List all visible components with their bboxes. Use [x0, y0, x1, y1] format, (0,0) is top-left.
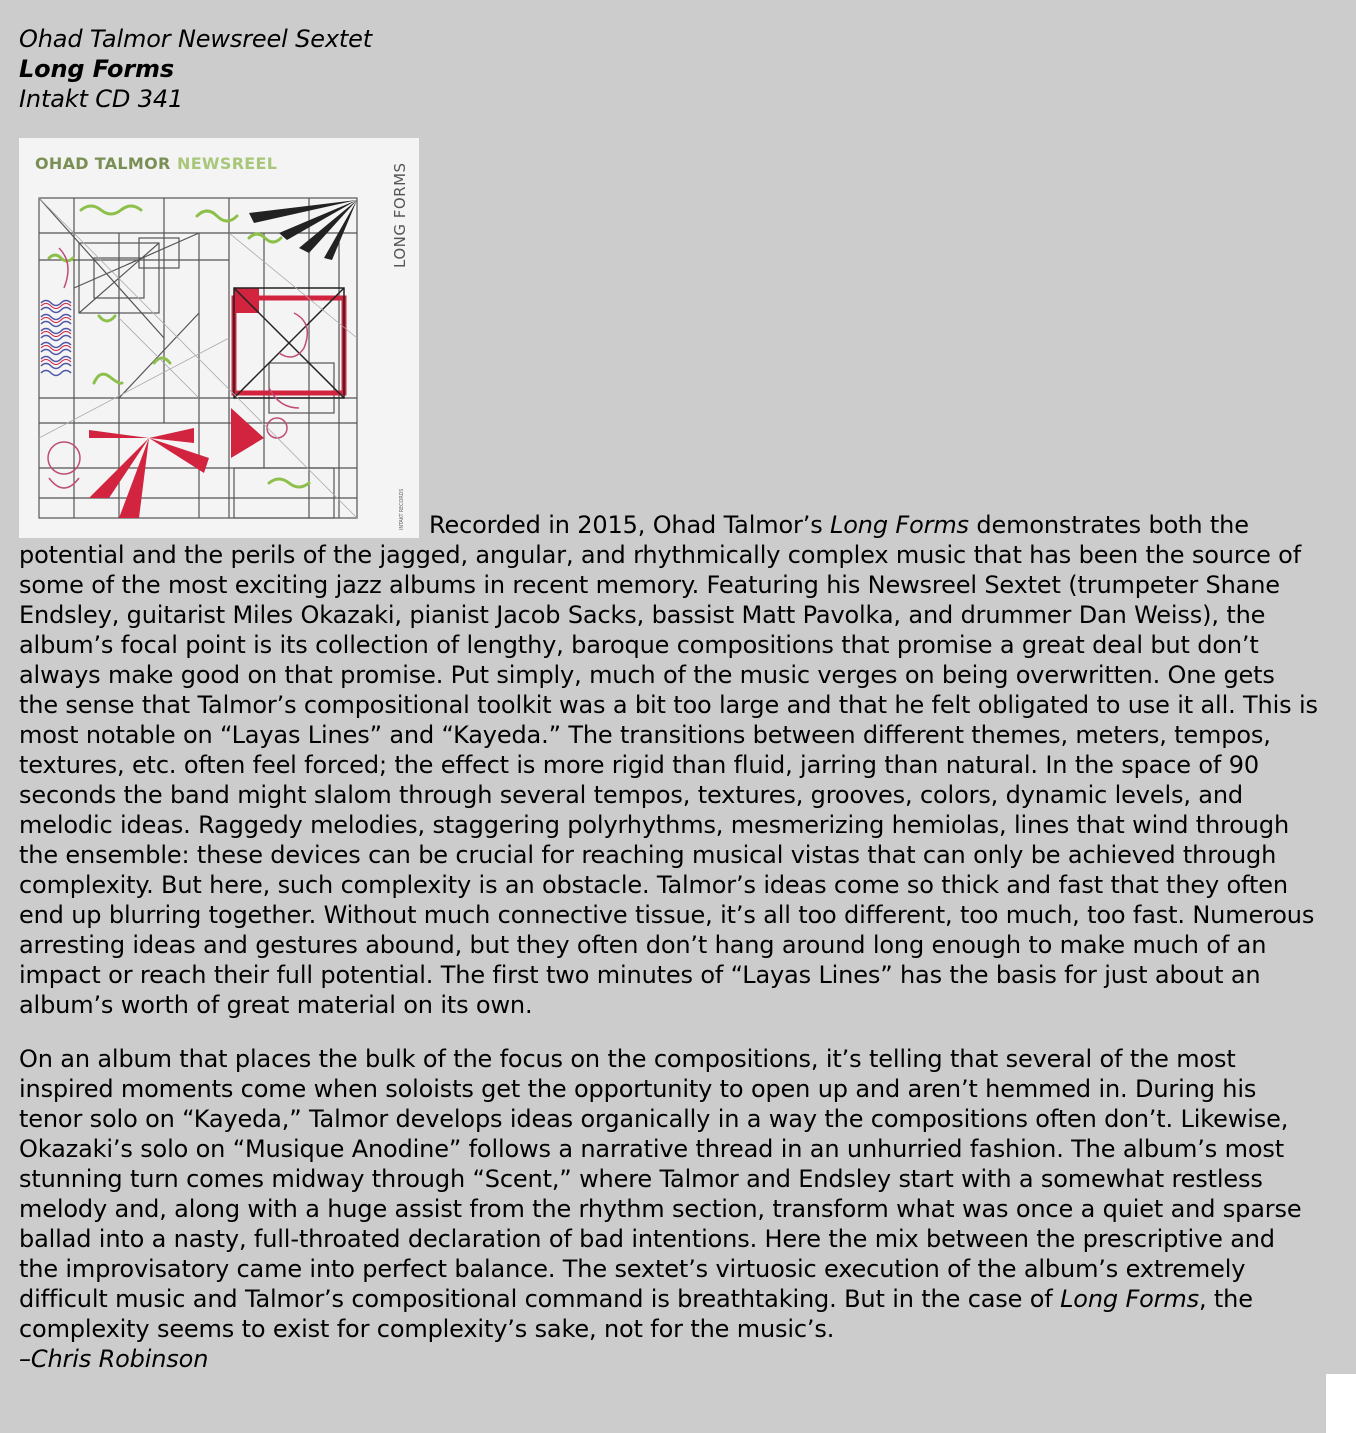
white-corner-block	[1326, 1374, 1356, 1433]
review-text: , the complexity seems to exist for complexity’s sake, not for the music’s.	[19, 1285, 1253, 1343]
review-paragraph-1	[19, 138, 1319, 1020]
review-text: demonstrates both the potential and the perils of the jagged, angular, and rhythmically complex music that has been the source of some of the most exciting jazz albums in recent memory. Featuring his Newsreel Sextet (trumpeter Shane Endsley, guitarist Miles Okazaki, pianist Jacob Sacks, bassist Matt Pavolka, and drummer Dan Weiss), the album’s focal point is its collection of lengthy, baroque compositions that promise a great deal but don’t always make good on that promise. Put simply, much of the music verges on being overwritten. One gets the sense that Talmor’s compositional toolkit was a bit too large and that he felt obligated to use it all. This is most notable on “Layas Lines” and “Kayeda.” The transitions between different themes, meters, tempos, textures, etc. often feel forced; the effect is more rigid than fluid, jarring than natural. In the space of 90 seconds the band might slalom through several tempos, textures, grooves, colors, dynamic levels, and melodic ideas. Raggedy melodies, staggering polyrhythms, mesmerizing hemiolas, lines that wind through the ensemble: these devices can be crucial for reaching musical vistas that can only be achieved through complexity. But here, such complexity is an obstacle. Talmor’s ideas come so thick and fast that they often end up blurring together. Without much connective tissue, it’s all too different, too much, too fast. Numerous arresting ideas and gestures abound, but they often don’t hang around long enough to make much of an impact or reach their full potential. The first two minutes of “Layas Lines” has the basis for just about an album’s worth of great material on its own.	[19, 511, 1318, 1019]
review-article	[19, 24, 1319, 1374]
review-text: Recorded in 2015, Ohad Talmor’s	[429, 511, 831, 539]
cover-artist-text: OHAD TALMOR	[35, 154, 171, 173]
header-spacer	[19, 114, 1319, 138]
review-text: On an album that places the bulk of the focus on the compositions, it’s telling that several of the most inspired moments come when soloists get the opportunity to open up and aren’t hemmed in. During his tenor solo on “Kayeda,” Talmor develops ideas organically in a way the compositions often don’t. Likewise, Okazaki’s solo on “Musique Anodine” follows a narrative thread in an unhurried fashion. The album’s most stunning turn comes midway through “Scent,” where Talmor and Endsley start with a somewhat restless melody and, along with a huge assist from the rhythm section, transform what was once a quiet and sparse ballad into a nasty, full-throated declaration of bad intentions. Here the mix between the prescriptive and the improvisatory came into perfect balance. The sextet’s virtuosic execution of the album’s extremely difficult music and Talmor’s compositional command is breathtaking. But in the case of	[19, 1045, 1302, 1313]
album-title-reference: Long Forms	[830, 511, 969, 539]
reviewer-byline: –Chris Robinson	[19, 1345, 209, 1373]
album-title-reference: Long Forms	[1060, 1285, 1199, 1313]
cover-label-mark: INTAKT RECORDS	[399, 488, 405, 530]
cover-title-text: LONG FORMS	[391, 162, 409, 268]
review-paragraph-2	[19, 1044, 1319, 1344]
artist-name: Ohad Talmor Newsreel Sextet	[19, 25, 373, 53]
label-catalog: Intakt CD 341	[19, 85, 184, 113]
cover-group-text: NEWSREEL	[177, 154, 278, 173]
album-title: Long Forms	[19, 55, 175, 83]
album-cover-image	[19, 138, 419, 538]
